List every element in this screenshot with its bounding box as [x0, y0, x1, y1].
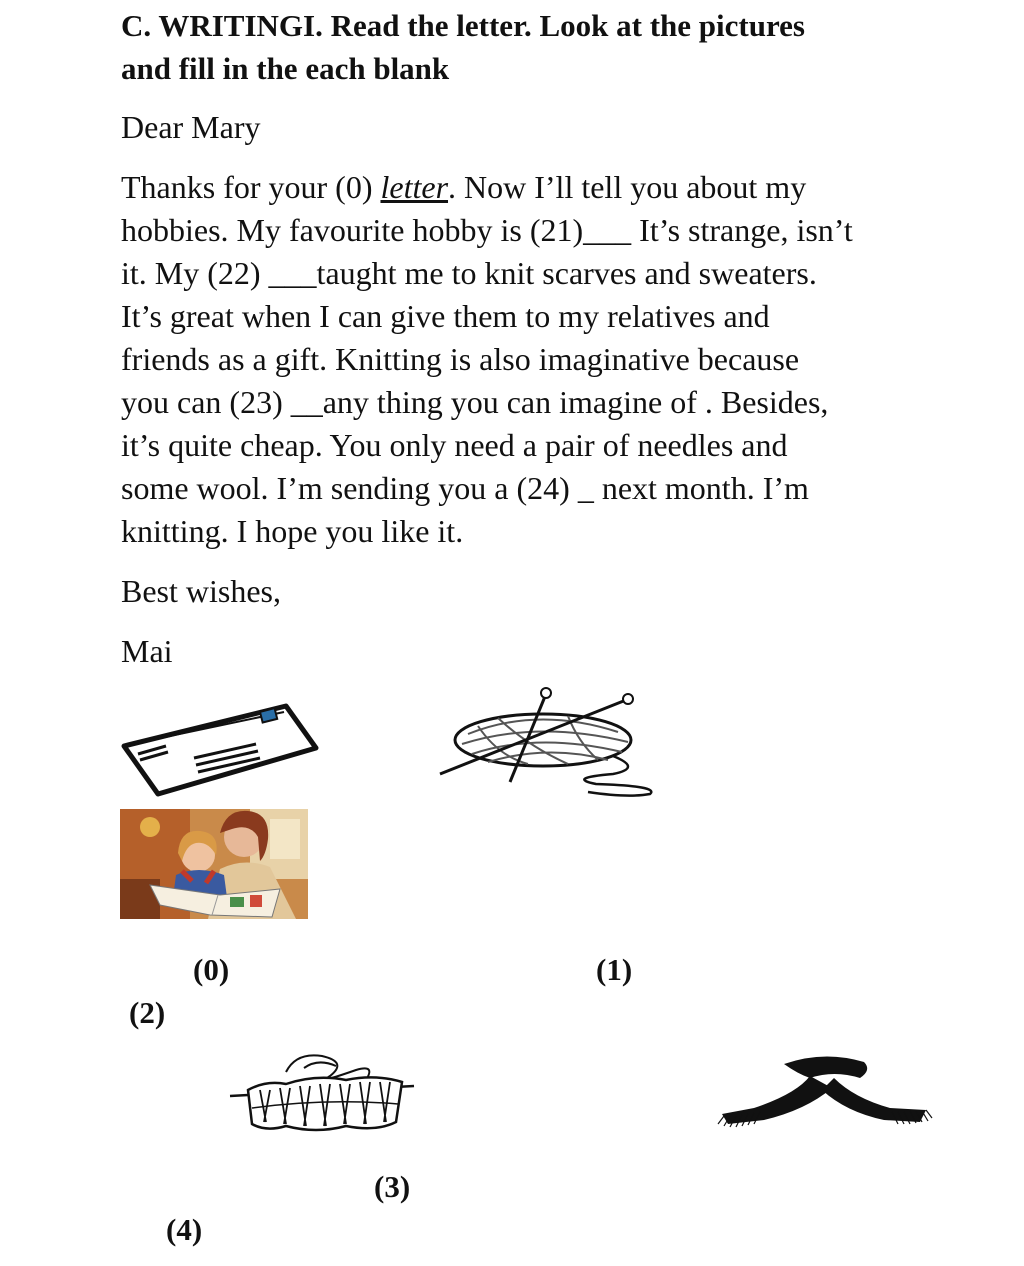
letter-line-5: friends as a gift. Knitting is also imaginative because: [121, 341, 800, 377]
letter-closing: Best wishes,: [121, 573, 281, 609]
picture-label-2: (2): [129, 995, 166, 1030]
picture-label-4: (4): [166, 1212, 203, 1247]
letter-line-2: hobbies. My favourite hobby is (21)___ It’s strange, isn’t: [121, 212, 853, 248]
letter-line-3: it. My (22) ___taught me to knit scarves and sweaters.: [121, 255, 817, 291]
scarf-icon: [714, 1048, 934, 1130]
picture-label-1: (1): [596, 952, 633, 987]
letter-signature: Mai: [121, 633, 173, 669]
letter-line-1-start: Thanks for your (0): [121, 169, 381, 205]
letter-line-1-end: . Now I’ll tell you about my: [448, 169, 807, 205]
picture-label-0: (0): [193, 952, 230, 987]
mother-child-photo: [120, 809, 308, 919]
heading-line-2: and fill in the each blank: [121, 51, 450, 86]
letter-line-4: It’s great when I can give them to my relatives and: [121, 298, 770, 334]
letter-salutation: Dear Mary: [121, 109, 261, 145]
letter-body: [121, 166, 1021, 553]
letter-line-1: [121, 166, 1021, 209]
heading-line-1: C. WRITINGI. Read the letter. Look at the pictures: [121, 8, 805, 43]
picture-label-3: (3): [374, 1169, 411, 1204]
envelope-icon: [118, 698, 322, 802]
letter-line-8: some wool. I’m sending you a (24) _ next month. I’m: [121, 470, 809, 506]
yarn-ball-icon: [438, 686, 660, 802]
letter-line-6: you can (23) __any thing you can imagine of . Besides,: [121, 384, 829, 420]
letter-line-7: it’s quite cheap. You only need a pair of needles and: [121, 427, 788, 463]
knitting-swatch-icon: [226, 1050, 416, 1136]
letter-line-9: knitting. I hope you like it.: [121, 513, 464, 549]
exercise-heading: [121, 4, 1001, 90]
example-answer-word: letter: [380, 169, 449, 205]
